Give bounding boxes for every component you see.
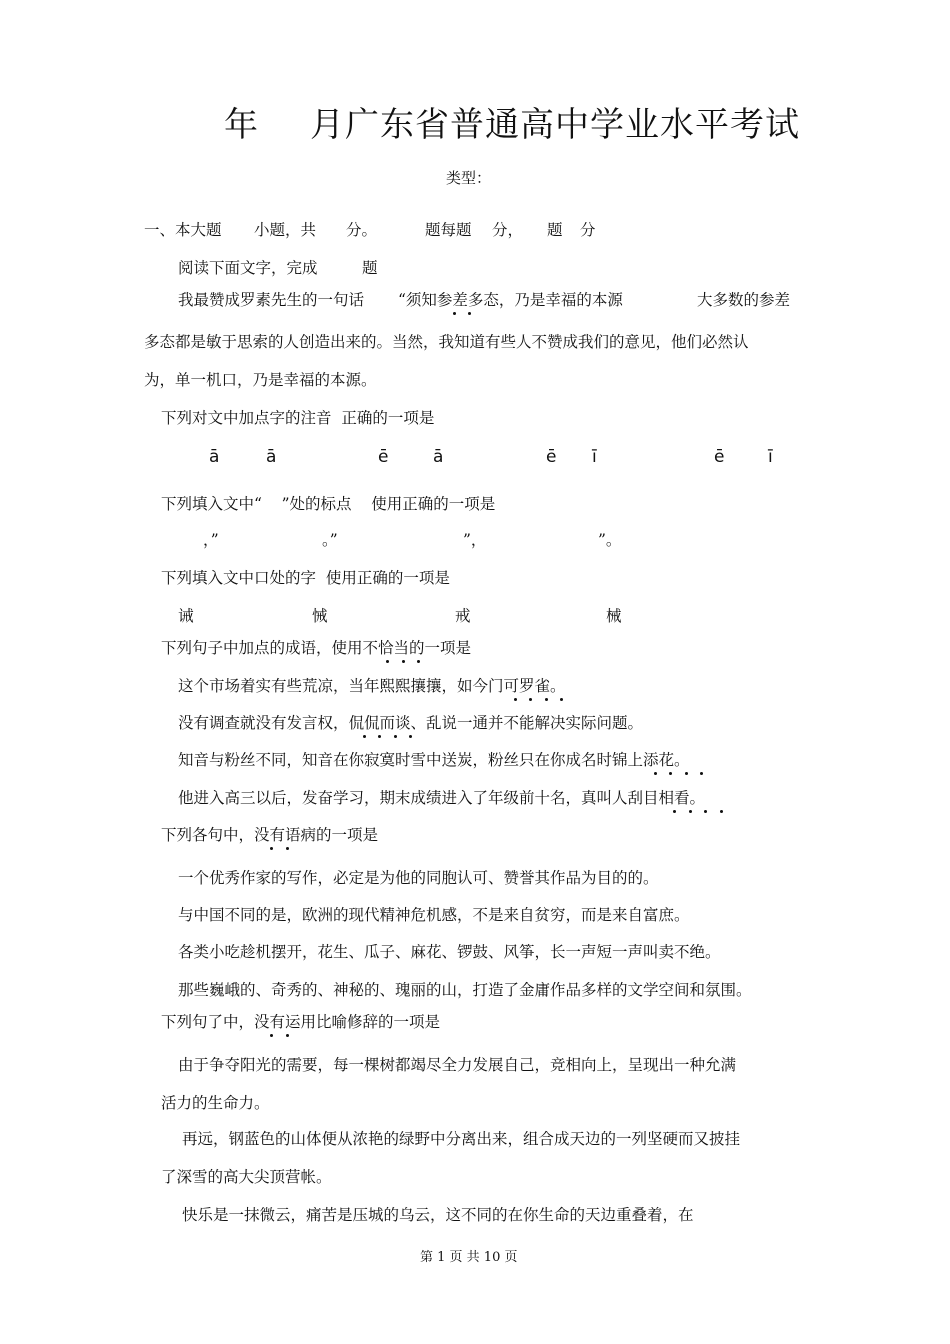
emphasis-dot xyxy=(720,810,723,813)
emphasis-dot xyxy=(402,660,405,663)
emphasis-dot xyxy=(378,735,381,738)
emphasis-dot xyxy=(468,312,471,315)
sentence-option: 一个优秀作家的写作，必定是为他的同胞认可、赞誉其作品为目的的。 xyxy=(178,869,659,887)
section-text: 一、本大题 xyxy=(144,221,222,239)
character-option: 戒 xyxy=(455,607,471,625)
emphasis-dot xyxy=(545,698,548,701)
question-1-stem: 下列对文中加点字的注音 正确的一项是 xyxy=(161,409,435,427)
section-text: 题 xyxy=(547,221,563,239)
character-option: 诫 xyxy=(178,607,194,625)
section-text: 分， xyxy=(492,221,524,239)
emphasis-dot xyxy=(453,312,456,315)
emphasis-dot xyxy=(700,772,703,775)
pinyin-option: ā xyxy=(209,447,220,467)
idiom-option: 他进入高三以后，发奋学习，期末成绩进入了年级前十名，真叫人刮目相看。 xyxy=(178,789,706,807)
idiom-option: 没有调查就没有发言权，侃侃而谈、乱说一通并不能解决实际问题。 xyxy=(178,714,644,732)
idiom-option: 这个市场着实有些荒凉，当年熙熙攘攘，如今门可罗雀。 xyxy=(178,677,566,695)
pinyin-option: ē xyxy=(546,447,557,467)
question-4-stem: 下列句子中加点的成语，使用不恰当的一项是 xyxy=(161,639,472,657)
emphasis-dot xyxy=(363,735,366,738)
emphasis-dot xyxy=(286,1034,289,1037)
emphasis-dot xyxy=(286,847,289,850)
character-option: 械 xyxy=(606,607,622,625)
passage-line: 为，单一机口，乃是幸福的本源。 xyxy=(144,371,377,389)
title-year: 年 xyxy=(224,105,259,145)
metaphor-option-line: 再远，钢蓝色的山体便从浓艳的绿野中分离出来，组合成天边的一列坚硬而又披挂 xyxy=(182,1130,741,1148)
metaphor-option-line: 由于争夺阳光的需要，每一棵树都竭尽全力发展自己，竞相向上，呈现出一种允满 xyxy=(178,1056,737,1074)
metaphor-option-line: 快乐是一抹微云，痛苦是压城的乌云，这不同的在你生命的天边重叠着，在 xyxy=(182,1206,694,1224)
passage-line: “须知参差多态，乃是幸福的本源 xyxy=(398,291,623,309)
question-3-stem: 下列填入文中口处的字 使用正确的一项是 xyxy=(161,569,450,587)
passage-line: 我最赞成罗素先生的一句话 xyxy=(178,291,365,309)
question-6-stem: 下列句了中，没有运用比喻修辞的一项是 xyxy=(161,1013,441,1031)
emphasis-dot xyxy=(417,660,420,663)
emphasis-dot xyxy=(270,1034,273,1037)
passage-line: 大多数的参差 xyxy=(697,291,791,309)
sentence-option: 那些巍峨的、奇秀的、神秘的、瑰丽的山，打造了金庸作品多样的文学空间和氛围。 xyxy=(178,981,752,999)
sentence-option: 与中国不同的是，欧洲的现代精神危机感，不是来自贫穷，而是来自富庶。 xyxy=(178,906,690,924)
pinyin-option: ā xyxy=(266,447,277,467)
sentence-option: 各类小吃趁机摆开，花生、瓜子、麻花、锣鼓、风筝，长一声短一声叫卖不绝。 xyxy=(178,943,721,961)
pinyin-option: ā xyxy=(433,447,444,467)
emphasis-dot xyxy=(673,810,676,813)
emphasis-dot xyxy=(409,735,412,738)
emphasis-dot xyxy=(514,698,517,701)
emphasis-dot xyxy=(560,698,563,701)
metaphor-option-line: 活力的生命力。 xyxy=(161,1094,270,1112)
pinyin-option: ē xyxy=(378,447,389,467)
reading-instruction: 阅读下面文字，完成 xyxy=(178,259,318,277)
emphasis-dot xyxy=(704,810,707,813)
section-text: 分。 xyxy=(346,221,378,239)
metaphor-option-line: 了深雪的高大尖顶营帐。 xyxy=(161,1168,332,1186)
type-label: 类型： xyxy=(446,169,492,187)
section-text: 分 xyxy=(580,221,596,239)
punctuation-option: ”。 xyxy=(598,531,622,549)
character-option: 悈 xyxy=(312,607,328,625)
emphasis-dot xyxy=(394,735,397,738)
emphasis-dot xyxy=(654,772,657,775)
reading-instruction: 题 xyxy=(362,259,378,277)
idiom-option: 知音与粉丝不同，知音在你寂寞时雪中送炭，粉丝只在你成名时锦上添花。 xyxy=(178,751,690,769)
emphasis-dot xyxy=(529,698,532,701)
punctuation-option: ，” xyxy=(203,531,219,549)
emphasis-dot xyxy=(386,660,389,663)
pinyin-option: ī xyxy=(592,447,597,467)
punctuation-option: ”， xyxy=(463,531,487,549)
emphasis-dot xyxy=(689,810,692,813)
question-5-stem: 下列各句中，没有语病的一项是 xyxy=(161,826,379,844)
page-number-footer: 第 1 页 共 10 页 xyxy=(420,1250,518,1265)
emphasis-dot xyxy=(669,772,672,775)
emphasis-dot xyxy=(270,847,273,850)
section-text: 小题，共 xyxy=(254,221,317,239)
emphasis-dot xyxy=(685,772,688,775)
passage-line: 多态都是敏于思索的人创造出来的。当然，我知道有些人不赞成我们的意见，他们必然认 xyxy=(144,333,749,351)
punctuation-option: 。” xyxy=(322,531,338,549)
question-2-stem: 下列填入文中“ ”处的标点 使用正确的一项是 xyxy=(161,495,496,513)
page-title: 月广东省普通高中学业水平考试 xyxy=(310,105,800,145)
section-text: 题每题 xyxy=(425,221,472,239)
pinyin-option: ī xyxy=(768,447,773,467)
pinyin-option: ē xyxy=(714,447,725,467)
